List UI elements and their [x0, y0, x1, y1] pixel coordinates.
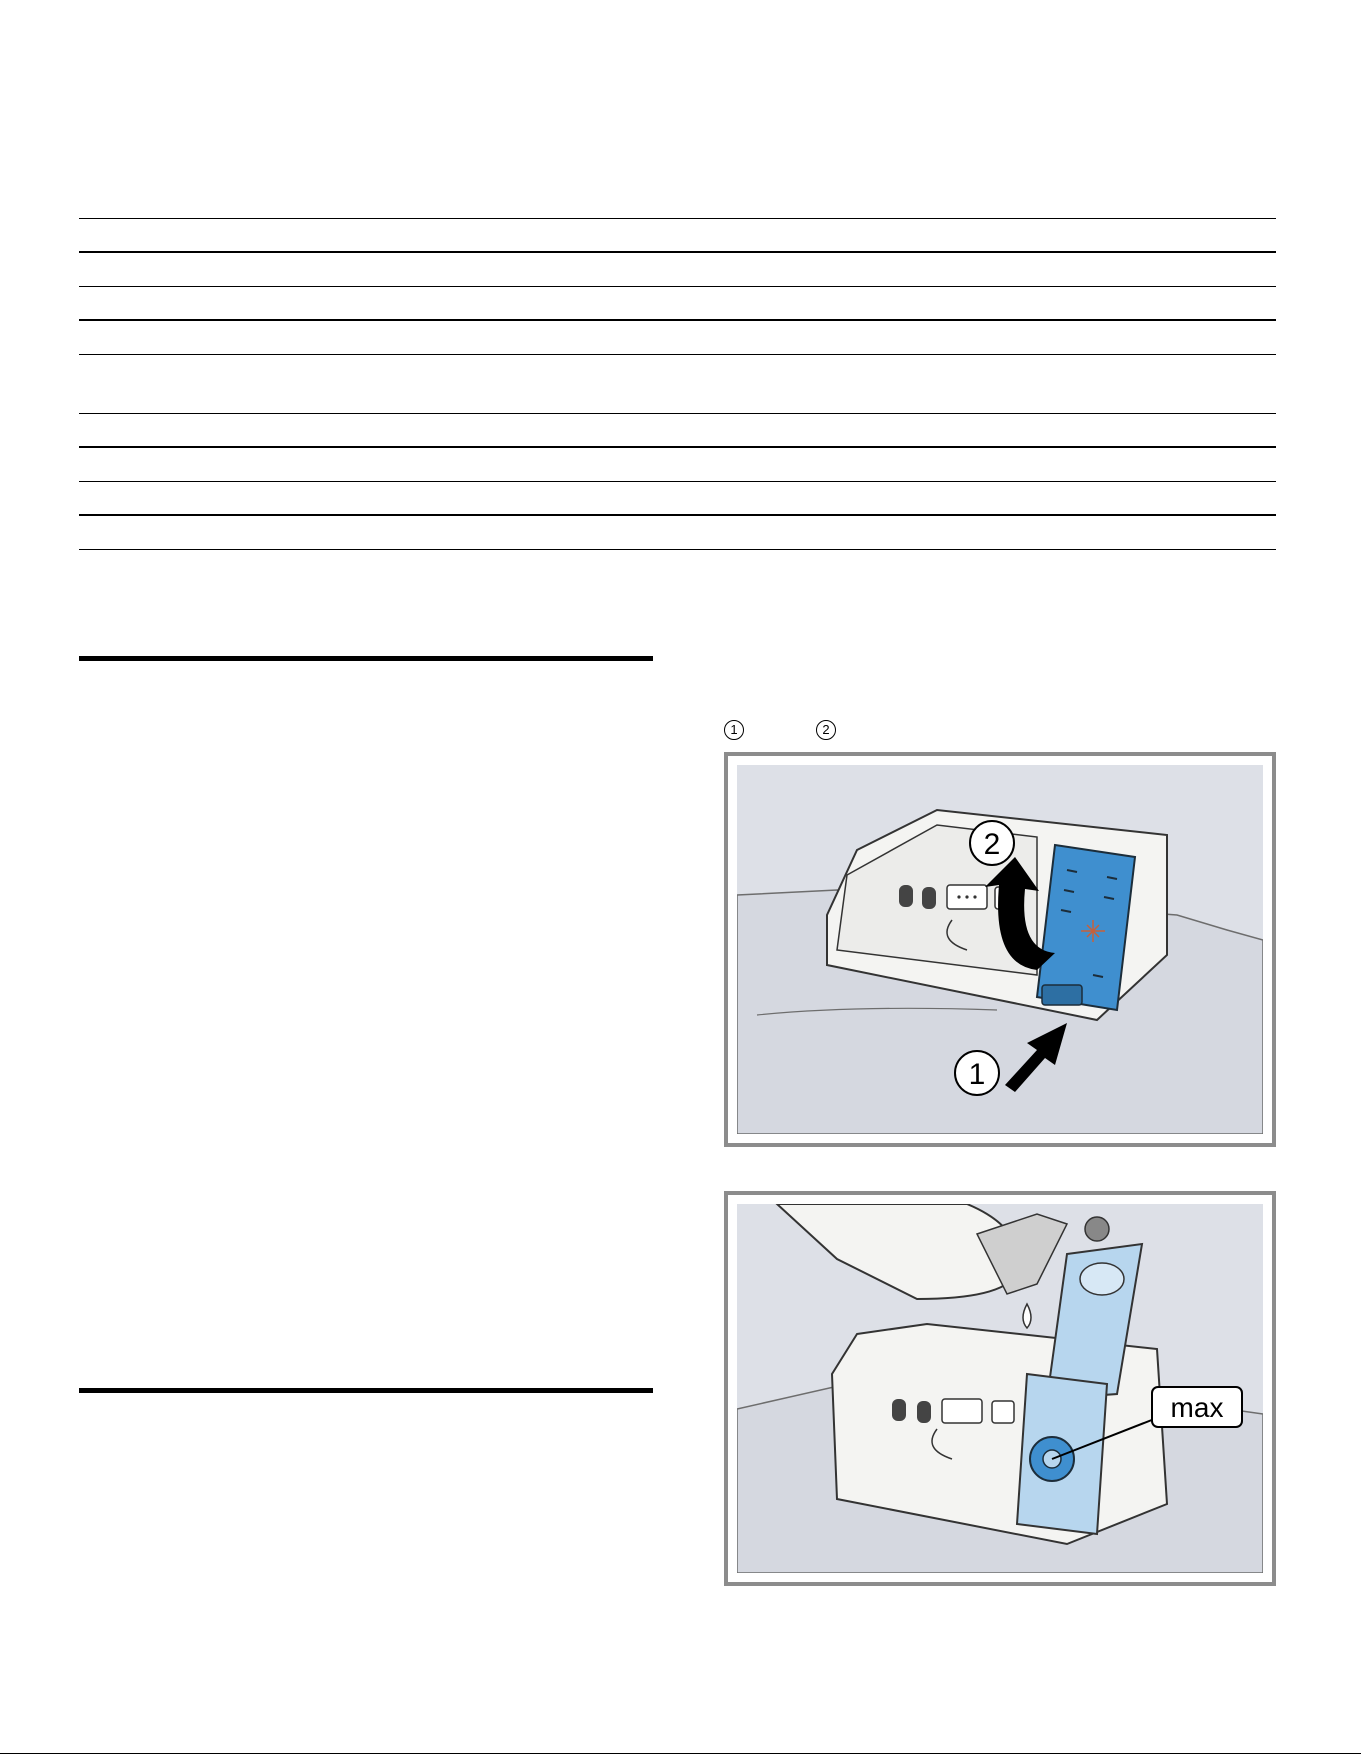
table-rule-3 [79, 286, 1276, 287]
section-rule-top [79, 656, 653, 661]
figure-open-rinse-aid-lid [724, 752, 1276, 1147]
fill-rinse-aid-illustration [737, 1204, 1263, 1573]
max-label: max [1170, 1392, 1224, 1423]
table-rule-2 [79, 251, 1276, 253]
table-rule-7 [79, 446, 1276, 448]
open-lid-illustration [737, 765, 1263, 1134]
table-rule-9 [79, 514, 1276, 516]
figure-fill-rinse-aid [724, 1191, 1276, 1586]
step-marker-2: 2 [816, 720, 836, 740]
table-rule-8 [79, 481, 1276, 482]
footer-rule [0, 1753, 1361, 1754]
section-rule-bottom [79, 1388, 653, 1393]
table-rule-6 [79, 413, 1276, 414]
table-rule-4 [79, 319, 1276, 321]
callout-2: 2 [983, 828, 1001, 861]
step-marker-1: 1 [724, 720, 744, 740]
table-rule-1 [79, 218, 1276, 219]
callout-1: 1 [968, 1058, 986, 1091]
table-rule-5 [79, 354, 1276, 355]
table-rule-10 [79, 549, 1276, 550]
